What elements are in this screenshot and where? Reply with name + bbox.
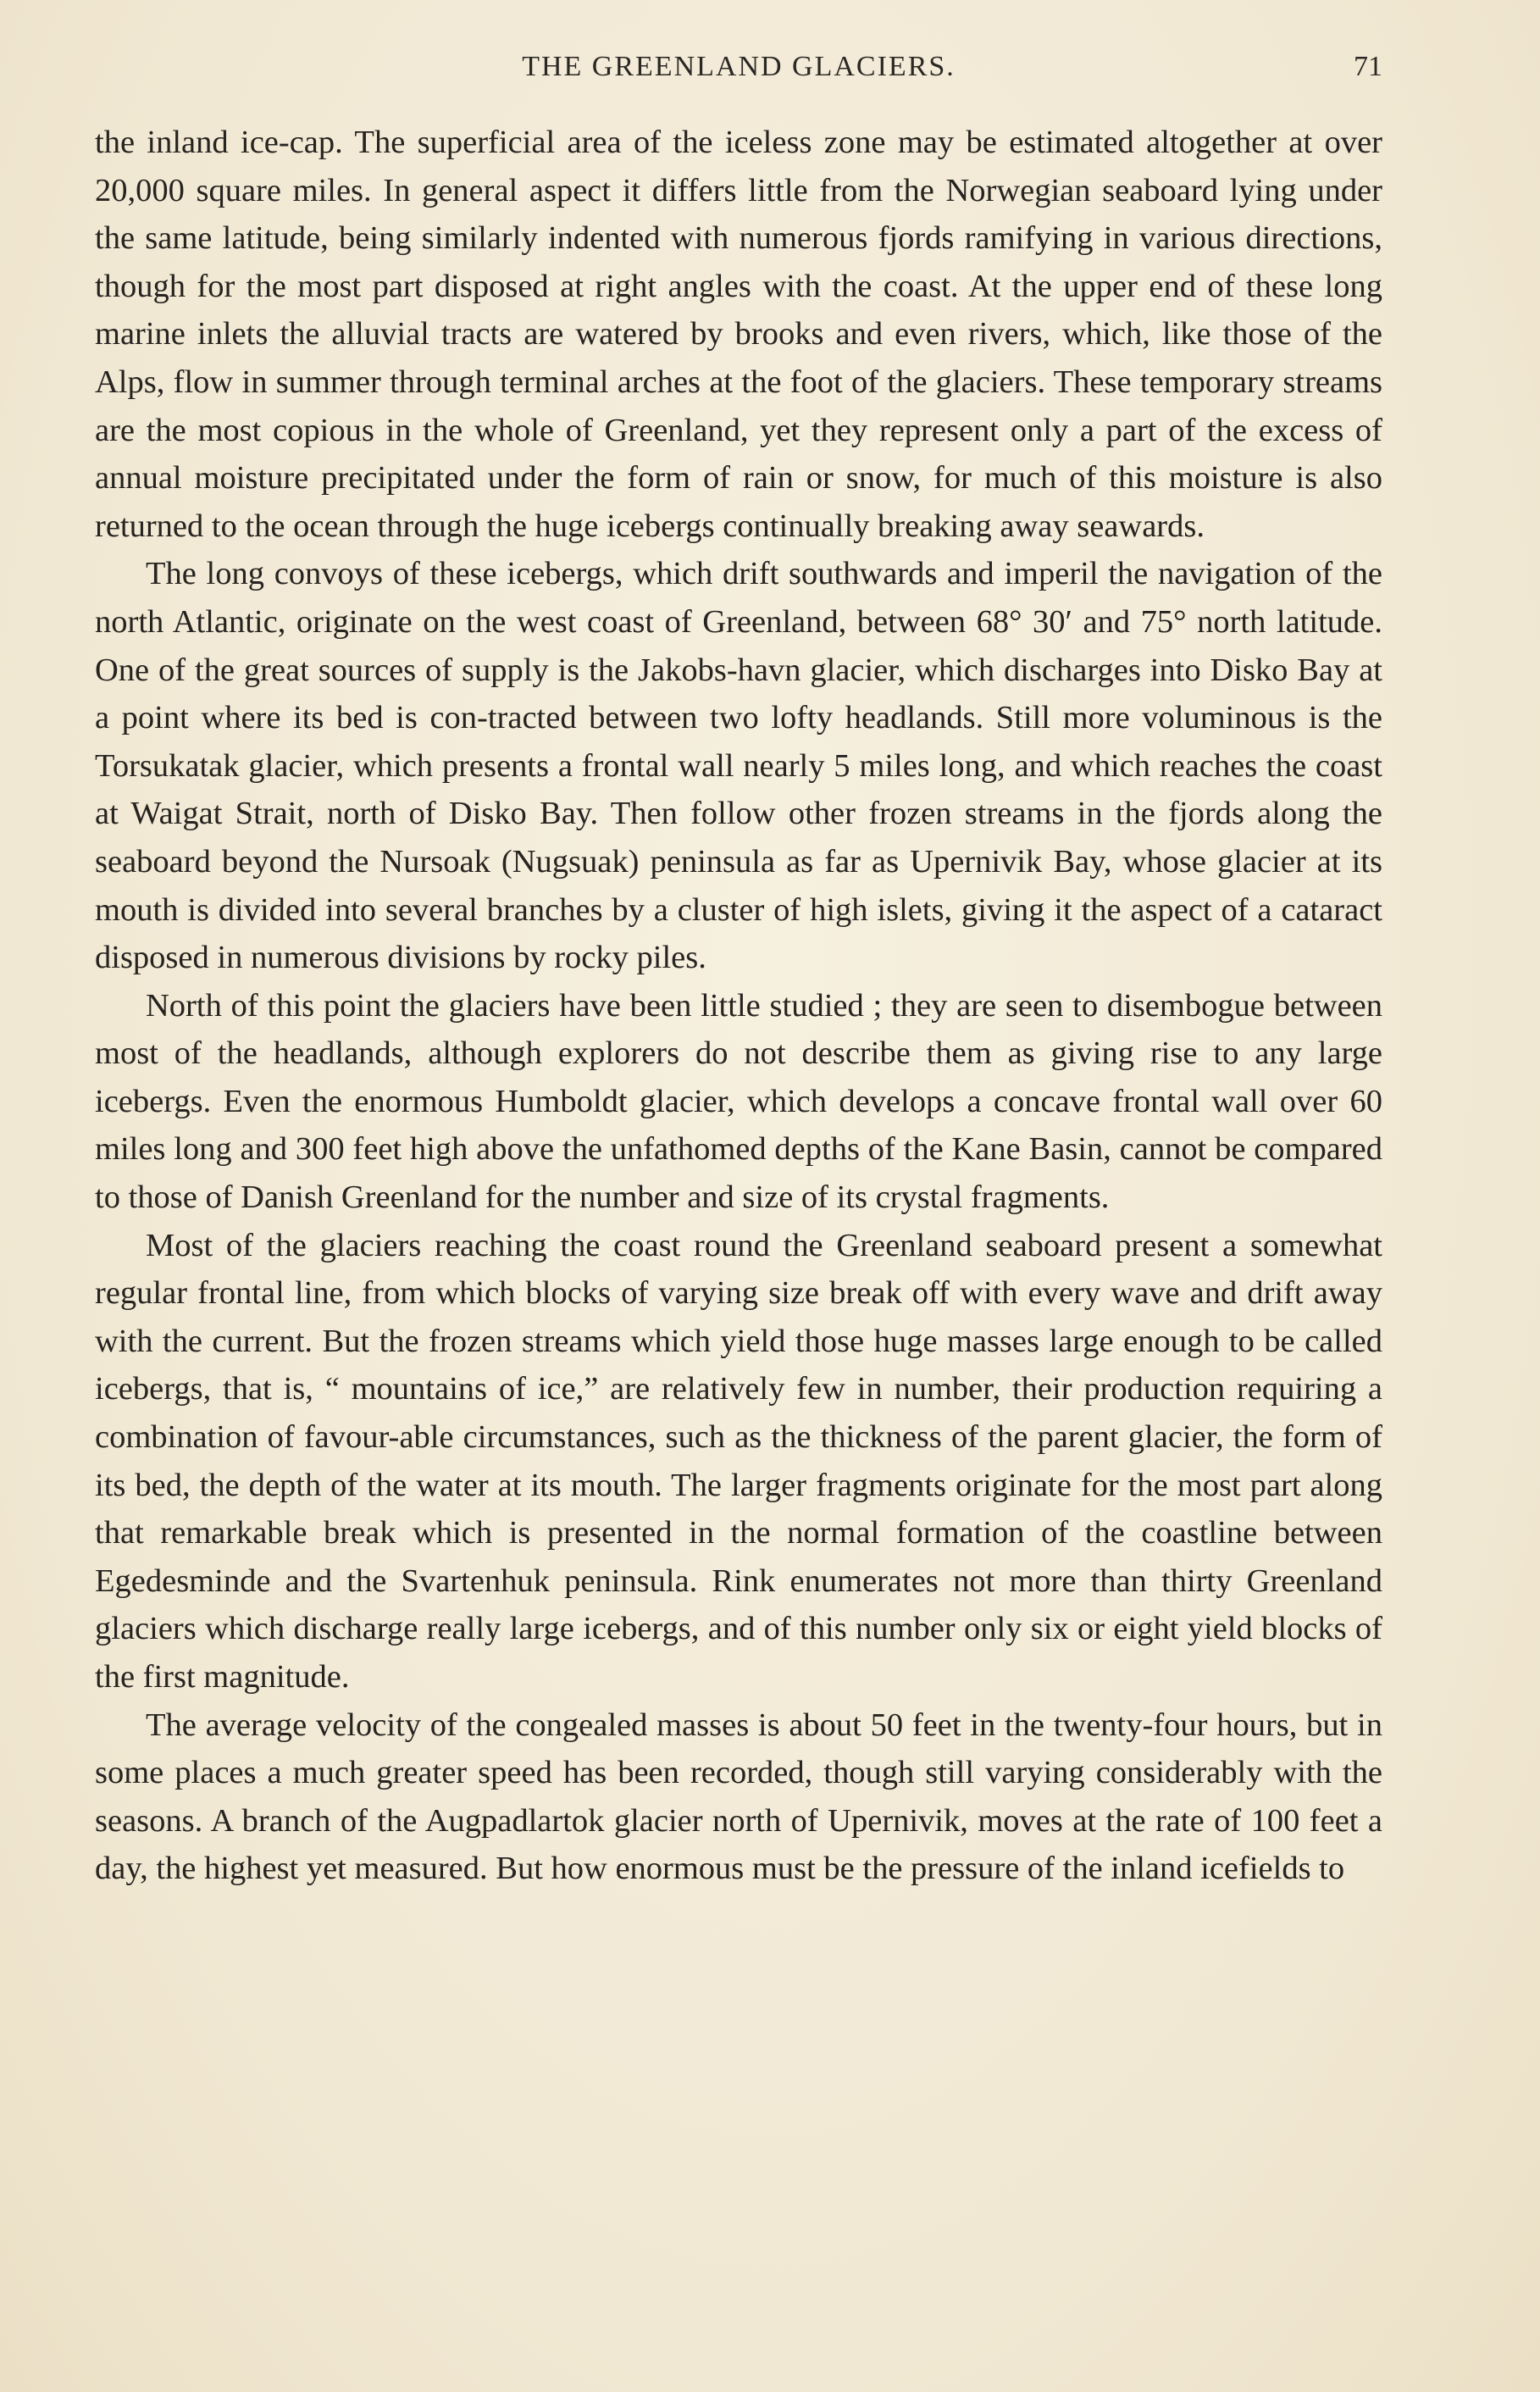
running-head: [95, 44, 1382, 95]
paragraph: The long convoys of these icebergs, which drift southwards and imperil the navigation of the north Atlantic, originate on the west coast of Greenland, between 68° 30′ and 75° north latitude. One of the great sources of supply is the Jakobs-havn glacier, which discharges into Disko Bay at a point where its bed is con-tracted between two lofty headlands. Still more voluminous is the Torsukatak glacier, which presents a frontal wall nearly 5 miles long, and which reaches the coast at Waigat Strait, north of Disko Bay. Then follow other frozen streams in the fjords along the seaboard beyond the Nursoak (Nugsuak) peninsula as far as Upernivik Bay, whose glacier at its mouth is divided into several branches by a cluster of high islets, giving it the aspect of a cataract disposed in numerous divisions by rocky piles.: [95, 556, 1382, 976]
body-text: [95, 119, 1382, 1893]
page-number: 71: [1354, 51, 1382, 82]
paragraph: Most of the glaciers reaching the coast round the Greenland seaboard present a somewhat regular frontal line, from which blocks of varying size break off with every wave and drift away with the current. But the frozen streams which yield those huge masses large enough to be called icebergs, that is, “ mountains of ice,” are relatively few in number, their production requiring a combination of favour-able circumstances, such as the thickness of the parent glacier, the form of its bed, the depth of the water at its mouth. The larger fragments originate for the most part along that remarkable break which is presented in the normal formation of the coastline between Egedesminde and the Svartenhuk peninsula. Rink enumerates not more than thirty Greenland glaciers which discharge really large icebergs, and of this number only six or eight yield blocks of the first magnitude.: [95, 1227, 1382, 1695]
paragraph: The average velocity of the congealed masses is about 50 feet in the twenty-four hours, but in some places a much greater speed has been recorded, though still varying considerably with the seasons. A branch of the Augpadlartok glacier north of Upernivik, moves at the rate of 100 feet a day, the highest yet measured. But how enormous must be the pressure of the inland icefields to: [95, 1707, 1382, 1887]
running-title: THE GREENLAND GLACIERS.: [522, 51, 956, 82]
paragraph: North of this point the glaciers have been little studied ; they are seen to disembogue between most of the headlands, although explorers do not describe them as giving rise to any large icebergs. Even the enormous Humboldt glacier, which develops a concave frontal wall over 60 miles long and 300 feet high above the unfathomed depths of the Kane Basin, cannot be compared to those of Danish Greenland for the number and size of its crystal fragments.: [95, 987, 1382, 1216]
paragraph: the inland ice-cap. The superficial area of the iceless zone may be estimated altogether at over 20,000 square miles. In general aspect it differs little from the Norwegian seaboard lying under the same latitude, being similarly indented with numerous fjords ramifying in various directions, though for the most part disposed at right angles with the coast. At the upper end of these long marine inlets the alluvial tracts are watered by brooks and even rivers, which, like those of the Alps, flow in summer through terminal arches at the foot of the glaciers. These temporary streams are the most copious in the whole of Greenland, yet they represent only a part of the excess of annual moisture precipitated under the form of rain or snow, for much of this moisture is also returned to the ocean through the huge icebergs continually breaking away seawards.: [95, 125, 1382, 544]
